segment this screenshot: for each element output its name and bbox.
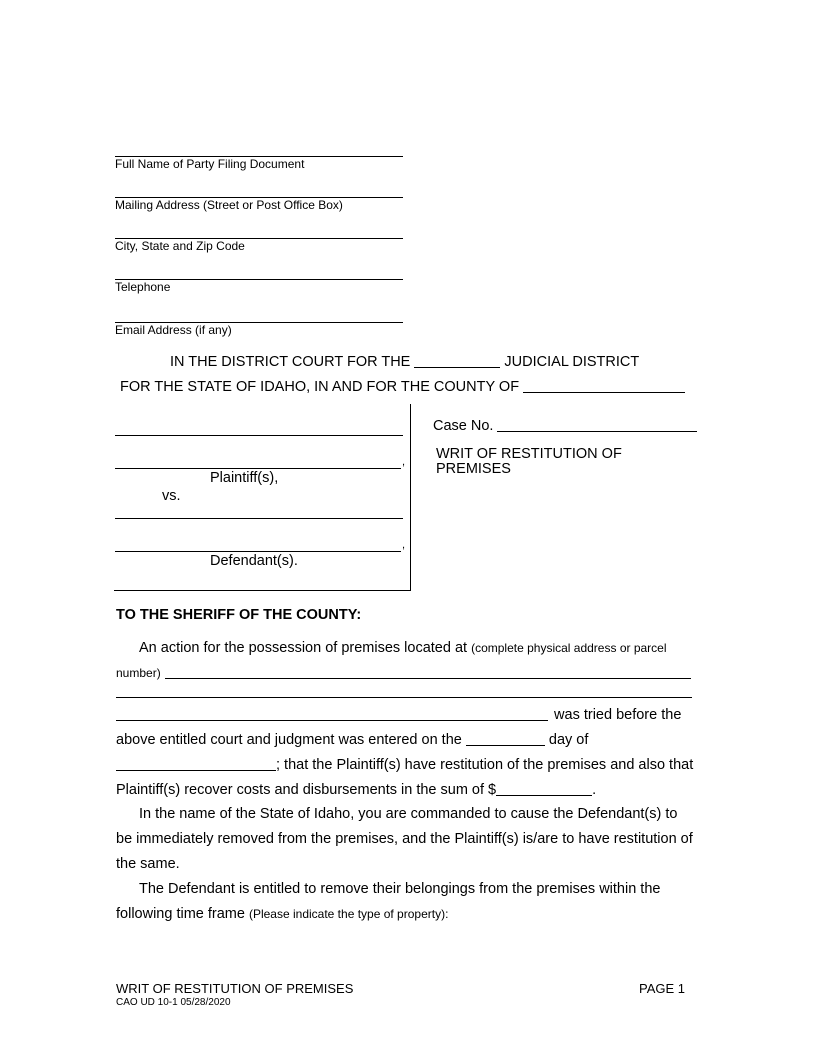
address-blank-2[interactable] <box>116 697 692 698</box>
telephone-label: Telephone <box>115 280 171 294</box>
defendant-comma: , <box>402 539 406 551</box>
p2-line-3: the same. <box>116 856 180 872</box>
email-label: Email Address (if any) <box>115 323 232 337</box>
p1-line-4 <box>116 706 681 723</box>
p1-line-6 <box>116 756 693 773</box>
p1-text-g: Plaintiff(s) recover costs and disbursements in the sum of $ <box>116 782 497 798</box>
p1-text-d: above entitled court and judgment was entered on the <box>116 732 462 748</box>
judgment-month-blank[interactable] <box>116 756 276 771</box>
judicial-district-blank[interactable] <box>414 353 500 368</box>
defendant-label: Defendant(s). <box>210 553 298 569</box>
p3-line-2 <box>116 906 448 922</box>
case-number-blank[interactable] <box>497 417 697 432</box>
full-name-label: Full Name of Party Filing Document <box>115 157 305 171</box>
p2-line-1: In the name of the State of Idaho, you are commanded to cause the Defendant(s) to <box>139 806 678 822</box>
p1-text-a-small: (complete physical address or parcel <box>471 641 667 655</box>
p3-text-b: following time frame <box>116 906 245 922</box>
p1-line-5 <box>116 731 588 748</box>
case-number <box>433 417 697 434</box>
court-line-2-text: FOR THE STATE OF IDAHO, IN AND FOR THE COUNTY OF <box>120 379 520 395</box>
address-blank-3[interactable] <box>116 706 548 721</box>
sheriff-heading: TO THE SHERIFF OF THE COUNTY: <box>116 607 362 623</box>
p2-line-2: be immediately removed from the premises, and the Plaintiff(s) is/are to have restitution of <box>116 831 693 847</box>
judgment-day-blank[interactable] <box>466 731 545 746</box>
p1-text-a: An action for the possession of premises located at <box>139 640 468 656</box>
county-blank[interactable] <box>523 378 685 393</box>
vs-label: vs. <box>162 488 181 504</box>
defendant-line-2[interactable] <box>115 551 401 552</box>
defendant-line-1[interactable] <box>115 518 403 519</box>
plaintiff-line-1[interactable] <box>115 435 403 436</box>
p1-text-e: day of <box>548 732 589 748</box>
mailing-address-label: Mailing Address (Street or Post Office Box) <box>115 198 343 212</box>
p3-line-1: The Defendant is entitled to remove their belongings from the premises within the <box>139 881 661 897</box>
p1-text-c: was tried before the <box>554 707 682 723</box>
p3-text-b-small: (Please indicate the type of property): <box>248 907 449 921</box>
p1-line-7 <box>116 781 596 798</box>
footer-page-number: PAGE 1 <box>639 981 686 996</box>
p1-text-f: ; that the Plaintiff(s) have restitution of the premises and also that <box>276 757 694 773</box>
costs-amount-blank[interactable] <box>496 781 592 796</box>
document-title <box>436 447 622 477</box>
footer-form-id: CAO UD 10-1 05/28/2020 <box>116 997 231 1008</box>
court-line-2 <box>120 378 685 395</box>
footer-title: WRIT OF RESTITUTION OF PREMISES <box>116 981 354 996</box>
case-number-label: Case No. <box>433 418 494 434</box>
p1-line-2 <box>116 664 691 681</box>
p1-line-1 <box>139 640 667 656</box>
plaintiff-comma: , <box>402 456 406 468</box>
plaintiff-line-2[interactable] <box>115 468 401 469</box>
p1-text-g-end: . <box>592 782 597 798</box>
p1-text-b-small: number) <box>116 666 161 680</box>
address-blank-1[interactable] <box>165 664 691 679</box>
court-line-1-post: JUDICIAL DISTRICT <box>504 354 640 370</box>
city-state-zip-label: City, State and Zip Code <box>115 239 245 253</box>
court-line-1-pre: IN THE DISTRICT COURT FOR THE <box>170 354 411 370</box>
plaintiff-label: Plaintiff(s), <box>210 470 279 486</box>
court-line-1 <box>170 353 639 370</box>
document-title-line-2: PREMISES <box>436 461 511 477</box>
document-title-line-1: WRIT OF RESTITUTION OF <box>436 446 622 462</box>
